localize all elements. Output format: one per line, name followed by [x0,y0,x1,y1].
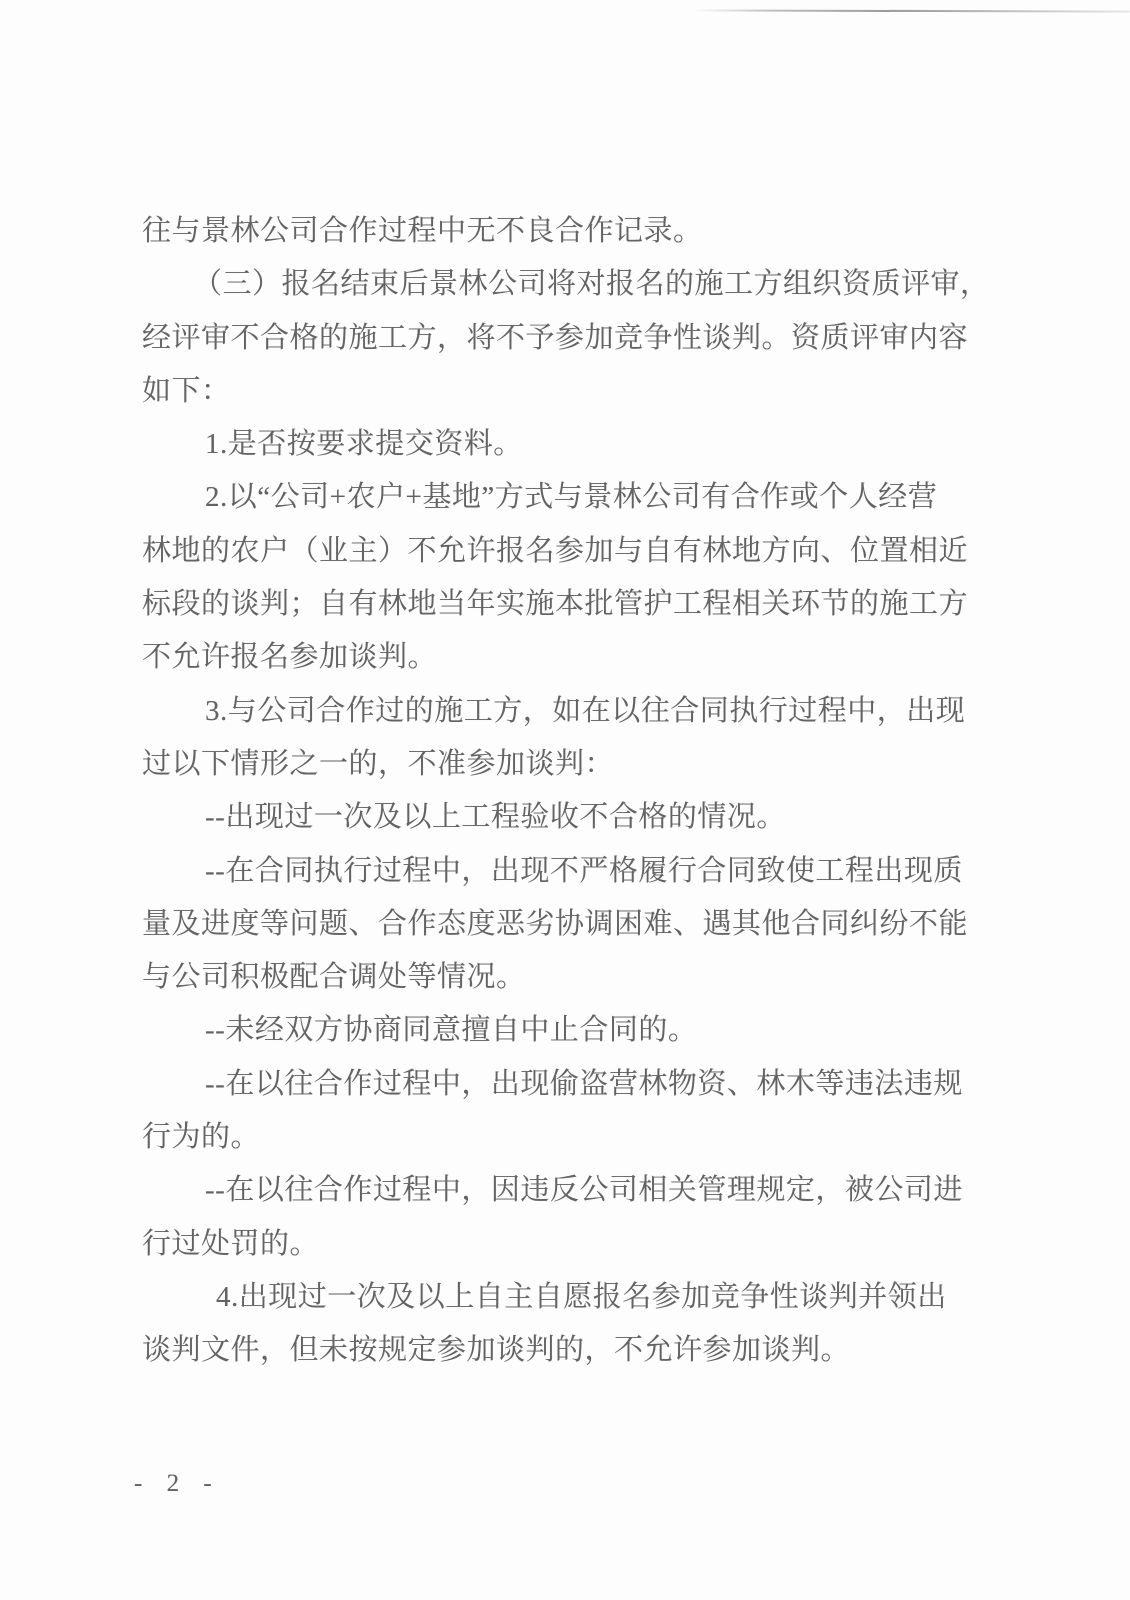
document-line: --出现过一次及以上工程验收不合格的情况。 [205,801,786,834]
document-line: 林地的农户（业主）不允许报名参加与自有林地方向、位置相近 [142,534,969,567]
document-line: 与公司积极配合调处等情况。 [142,961,526,994]
document-line: 行为的。 [142,1121,261,1154]
document-line: --在以往合作过程中，因违反公司相关管理规定，被公司进 [205,1174,963,1207]
document-line: 谈判文件，但未按规定参加谈判的，不允许参加谈判。 [142,1334,851,1367]
page-number: - 2 - [134,1470,221,1497]
document-line: 不允许报名参加谈判。 [142,641,438,674]
document-line: （三）报名结束后景林公司将对报名的施工方组织资质评审， [193,268,990,301]
document-line: 量及进度等问题、合作态度恶劣协调困难、遇其他合同纠纷不能 [142,907,969,940]
document-line: 行过处罚的。 [142,1227,320,1260]
document-line: --在以往合作过程中，出现偷盗营林物资、林木等违法违规 [205,1067,963,1100]
document-line: 4.出现过一次及以上自主自愿报名参加竞争性谈判并领出 [216,1280,947,1313]
document-line: 经评审不合格的施工方，将不予参加竞争性谈判。资质评审内容 [142,321,969,354]
document-line: 2.以“公司+农户+基地”方式与景林公司有合作或个人经营 [205,481,938,514]
document-line: 标段的谈判；自有林地当年实施本批管护工程相关环节的施工方 [142,588,969,621]
document-line: --未经双方协商同意擅自中止合同的。 [205,1014,698,1047]
document-line: 如下： [142,374,231,407]
document-line: 往与景林公司合作过程中无不良合作记录。 [142,215,703,247]
document-line: --在合同执行过程中，出现不严格履行合同致使工程出现质 [205,854,963,887]
document-line: 3.与公司合作过的施工方，如在以往合同执行过程中，出现 [205,694,966,727]
document-line: 过以下情形之一的，不准参加谈判： [142,747,615,780]
scan-artifact-line [693,9,1130,12]
document-body [142,205,990,1378]
document-line: 1.是否按要求提交资料。 [205,428,523,461]
